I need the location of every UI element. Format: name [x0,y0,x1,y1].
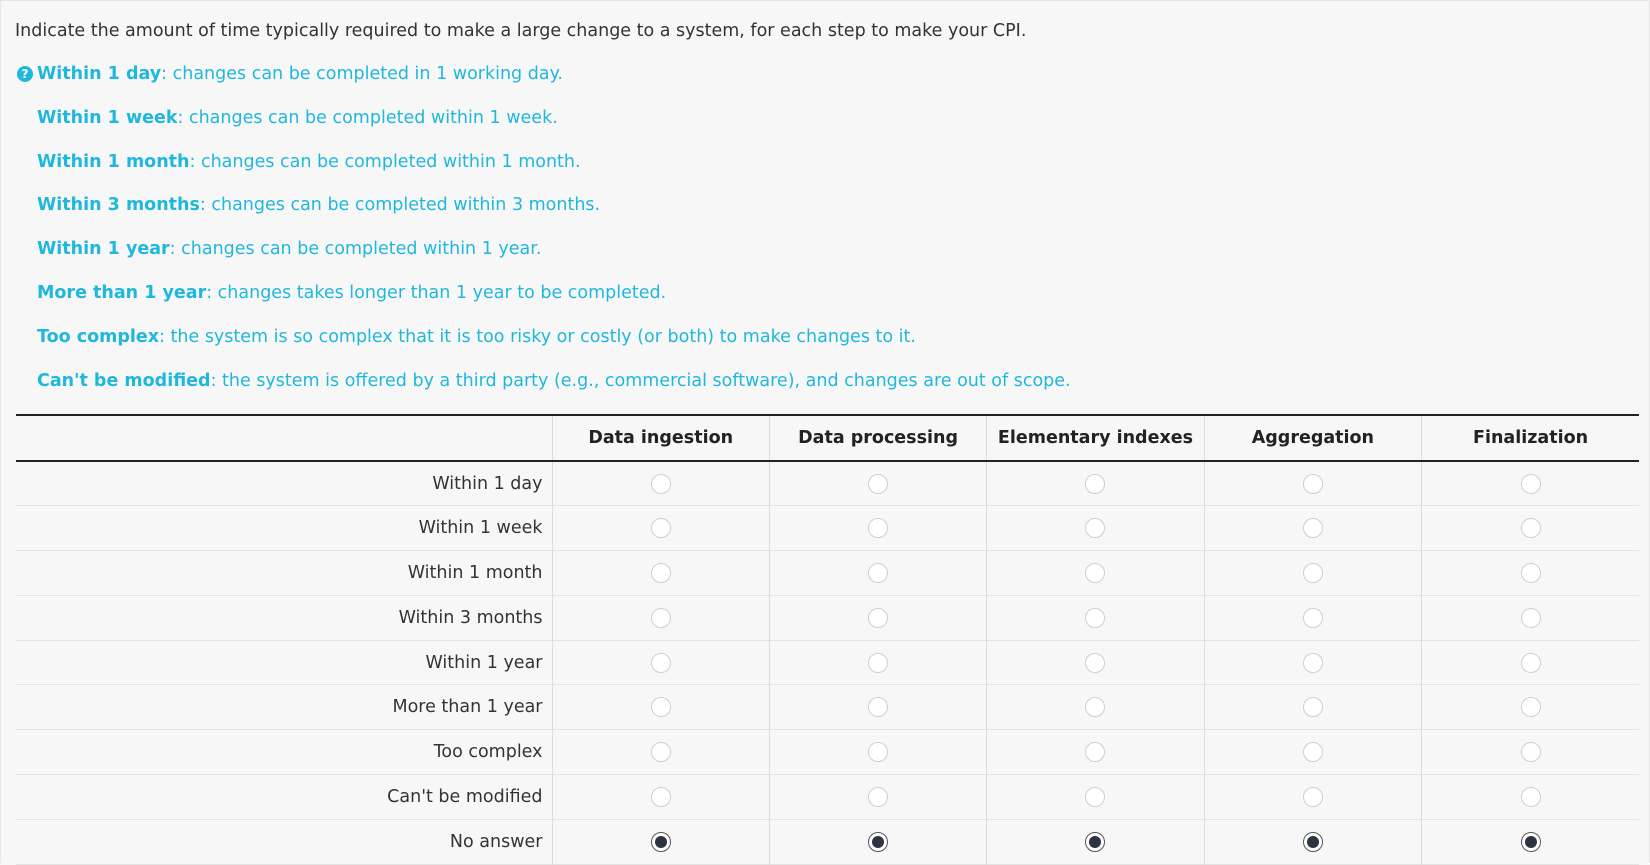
grid-cell[interactable] [552,819,769,864]
grid-cell[interactable] [987,551,1204,596]
radio-button[interactable] [868,608,888,628]
grid-cell[interactable] [1422,685,1639,730]
grid-cell[interactable] [987,461,1204,506]
grid-cell[interactable] [1422,819,1639,864]
column-header: Elementary indexes [987,415,1204,461]
radio-button[interactable] [1085,832,1105,852]
grid-row [16,506,1639,551]
grid-cell[interactable] [1422,461,1639,506]
grid-cell[interactable] [769,595,986,640]
grid-cell[interactable] [552,461,769,506]
radio-button[interactable] [1085,697,1105,717]
radio-button[interactable] [1303,697,1323,717]
help-desc: : the system is offered by a third party (e.g., commercial software), and changes are out of scope. [210,370,1071,391]
radio-button[interactable] [868,787,888,807]
help-item [17,238,1071,282]
help-item [17,151,1071,195]
help-desc: : changes can be completed within 1 year. [169,239,542,260]
radio-button[interactable] [1303,608,1323,628]
grid-row [16,685,1639,730]
radio-button[interactable] [868,742,888,762]
radio-button[interactable] [1085,563,1105,583]
grid-cell[interactable] [987,595,1204,640]
grid-cell[interactable] [552,595,769,640]
help-desc: : changes can be completed in 1 working day. [161,64,563,84]
help-term: Within 1 month [37,151,190,172]
radio-button[interactable] [1085,742,1105,762]
help-term: Can't be modified [37,370,211,391]
grid-cell[interactable] [552,685,769,730]
help-term: Within 1 year [37,239,170,260]
radio-button[interactable] [1085,653,1105,673]
question-text: Indicate the amount of time typically required to make a large change to a system, for each step to make your CPI. [15,21,1027,41]
radio-button[interactable] [651,787,671,807]
grid-cell[interactable] [769,461,986,506]
radio-button[interactable] [1521,608,1541,628]
grid-cell[interactable] [769,551,986,596]
grid-body [16,461,1639,864]
grid-cell[interactable] [552,506,769,551]
grid-cell[interactable] [987,640,1204,685]
row-label: Within 1 day [432,473,543,494]
radio-button[interactable] [651,832,671,852]
help-item [17,63,1071,107]
help-term: Within 1 week [37,107,178,128]
row-label: Within 1 month [407,562,543,583]
help-item [17,370,1071,414]
radio-button[interactable] [651,653,671,673]
radio-button[interactable] [1521,653,1541,673]
radio-button[interactable] [1303,653,1323,673]
grid-cell[interactable] [1204,461,1421,506]
grid-cell[interactable] [1204,685,1421,730]
row-label: Can't be modified [387,786,543,807]
grid-cell[interactable] [1204,506,1421,551]
row-label: No answer [449,831,543,852]
radio-button[interactable] [1521,787,1541,807]
help-item [17,194,1071,238]
radio-button[interactable] [1303,832,1323,852]
radio-button[interactable] [868,832,888,852]
radio-button[interactable] [651,697,671,717]
help-desc: : changes can be completed within 1 week. [177,107,558,128]
radio-button[interactable] [651,474,671,494]
answer-grid [16,414,1639,865]
grid-cell[interactable] [987,506,1204,551]
grid-cell[interactable] [987,730,1204,775]
grid-row [16,730,1639,775]
grid-cell[interactable] [1422,730,1639,775]
help-desc: : changes can be completed within 3 months. [199,195,601,216]
grid-cell[interactable] [1204,595,1421,640]
radio-button[interactable] [868,697,888,717]
grid-cell[interactable] [769,730,986,775]
row-label: Within 1 year [425,652,543,673]
grid-cell[interactable] [552,640,769,685]
radio-button[interactable] [1085,608,1105,628]
radio-button[interactable] [651,518,671,538]
grid-row [16,640,1639,685]
radio-button[interactable] [1303,787,1323,807]
help-desc: : changes takes longer than 1 year to be completed. [206,282,667,303]
grid-cell[interactable] [987,685,1204,730]
grid-cell[interactable] [769,685,986,730]
grid-header-row [16,415,1639,461]
column-header: Aggregation [1204,415,1421,461]
radio-button[interactable] [1521,832,1541,852]
help-term: Within 3 months [37,195,200,216]
row-label: More than 1 year [392,697,543,718]
grid-row [16,461,1639,506]
grid-corner [16,415,552,461]
radio-button[interactable] [1085,474,1105,494]
grid-cell[interactable] [552,775,769,820]
radio-button[interactable] [1521,742,1541,762]
grid-cell[interactable] [552,551,769,596]
grid-cell[interactable] [1422,551,1639,596]
grid-row [16,819,1639,864]
radio-button[interactable] [1303,563,1323,583]
radio-button[interactable] [868,653,888,673]
grid-cell[interactable] [1204,730,1421,775]
radio-button[interactable] [868,518,888,538]
grid-row [16,595,1639,640]
grid-cell[interactable] [1204,640,1421,685]
column-header: Finalization [1422,415,1639,461]
radio-button[interactable] [868,474,888,494]
radio-button[interactable] [1085,787,1105,807]
row-label: Within 1 week [418,518,543,539]
grid-row [16,775,1639,820]
grid-cell[interactable] [1422,640,1639,685]
radio-button[interactable] [1521,563,1541,583]
column-header: Data ingestion [552,415,769,461]
row-label: Too complex [433,742,543,763]
grid-cell[interactable] [552,730,769,775]
radio-button[interactable] [868,563,888,583]
help-term: Within 1 day [37,64,162,84]
radio-button[interactable] [1303,518,1323,538]
help-term: More than 1 year [37,282,207,303]
help-item [17,326,1071,370]
radio-button[interactable] [1521,518,1541,538]
grid-cell[interactable] [1204,775,1421,820]
grid-row [16,551,1639,596]
radio-button[interactable] [1303,474,1323,494]
radio-button[interactable] [651,608,671,628]
help-term: Too complex [37,326,160,347]
grid-cell[interactable] [987,775,1204,820]
row-label: Within 3 months [398,607,543,628]
radio-button[interactable] [651,563,671,583]
grid-cell[interactable] [1204,551,1421,596]
help-block [17,63,1071,413]
column-header: Data processing [769,415,986,461]
help-desc: : the system is so complex that it is too risky or costly (or both) to make changes to it. [159,326,916,347]
help-item [17,107,1071,151]
help-desc: : changes can be completed within 1 month. [189,151,581,172]
grid-cell[interactable] [769,819,986,864]
radio-button[interactable] [1521,697,1541,717]
grid-cell[interactable] [769,640,986,685]
grid-cell[interactable] [987,819,1204,864]
radio-button[interactable] [651,742,671,762]
grid-cell[interactable] [1422,595,1639,640]
grid-cell[interactable] [1422,506,1639,551]
radio-button[interactable] [1303,742,1323,762]
radio-button[interactable] [1521,474,1541,494]
grid-cell[interactable] [1204,819,1421,864]
question-circle-icon: ? [17,66,33,82]
radio-button[interactable] [1085,518,1105,538]
grid-cell[interactable] [1422,775,1639,820]
grid-cell[interactable] [769,775,986,820]
help-item [17,282,1071,326]
grid-cell[interactable] [769,506,986,551]
